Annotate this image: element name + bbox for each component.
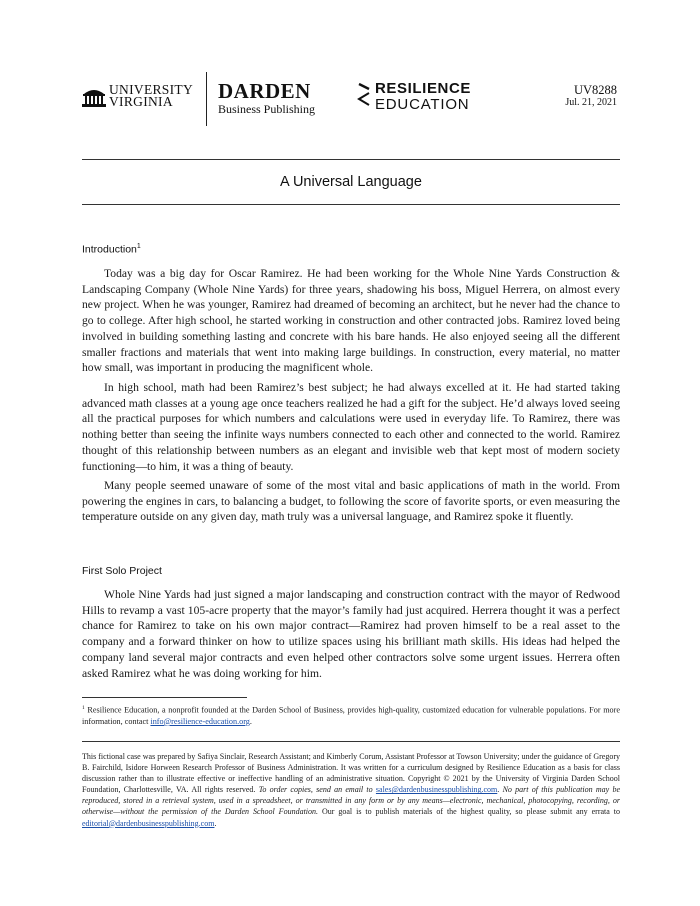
legal-italic-1: To order copies, send an email to [258, 785, 373, 795]
intro-footnote-ref[interactable]: 1 [136, 243, 141, 250]
resilience-logo [357, 81, 471, 114]
darden-sub: Business Publishing [218, 102, 316, 116]
resilience-wordmark [375, 81, 471, 113]
legal-notice [82, 751, 620, 829]
resilience-line1: RESILIENCE [375, 80, 472, 97]
legal-italic-2: No part of this publication may be reproduced, stored in a retrieval system, used in a spreadsheet, or transmitted in any form or by any means—electronic, mechanical, photocopying, recording, or otherwise—without the permission of the Darden School Foundation. [82, 785, 620, 817]
legal-text-1: This fictional case was prepared by Safiya Sinclair, Research Assistant; and Kimberly Corum, Assistant Professor at Towson University; under the guidance of Gregory B. Fairchild, Isidore Horween Research Professor of Business Administration. It was written for a curriculum designed by Resilience Education as a basis for class discussion rather than to illustrate effective or ineffective handling of an administrative situation. Copyright © 2021 by the University of Virginia Darden School Foundation, Charlottesville, VA. All rights reserved. [82, 752, 620, 795]
footnote-email-link[interactable]: info@resilience-education.org [150, 716, 250, 726]
intro-heading-text: Introduction [82, 243, 137, 256]
rotunda-icon [82, 85, 106, 107]
uva-logo [82, 84, 193, 108]
legal-rule [82, 741, 620, 742]
footnote-text: Resilience Education, a nonprofit founded at the Darden School of Business, provides high-quality, customized education for vulnerable populations. For more information, contact [82, 705, 621, 726]
resilience-arrow-icon [357, 82, 371, 114]
footnote-mark: 1 [82, 705, 85, 711]
solo-heading: First Solo Project [82, 565, 162, 577]
case-number: UV8288 [573, 83, 617, 97]
case-date: Jul. 21, 2021 [565, 97, 617, 108]
legal-text-4: . [214, 818, 217, 828]
title-rule-bottom [82, 204, 620, 205]
paragraph-1: Today was a big day for Oscar Ramirez. He had been working for the Whole Nine Yards Construction & Landscaping Company (Whole Nine Yards) for three years, shadowing his boss, Miguel Herrera, on almost every new project. When he was younger, Ramirez had dreamed of becoming an architect, but he never had the chance to go to college. After high school, he started working in construction and other contracted jobs. Ramirez loved being involved in building something lasting and concrete with his bare hands. He also enjoyed seeing all the different smaller fractions and materials that went into making large buildings. In construction, every material, no matter how small, was important in producing the magnificent whole. [82, 267, 620, 375]
footnote-rule [82, 697, 247, 698]
darden-logo [218, 80, 315, 116]
uva-wordmark [109, 84, 193, 108]
logo-divider [206, 72, 207, 126]
title-rule-top [82, 159, 620, 160]
paragraph-2: In high school, math had been Ramirez’s best subject; he had always excelled at it. He had started taking advanced math classes at a young age once teachers realized he had a gift for the subject. He’d always loved seeing all the practical purposes for which numbers and calculations were used in everyday life. To Ramirez, there was nothing better than seeing the infinite ways numbers connected to each other and connected to the world. Ramirez thought of this relationship between numbers as an elegant and invisible web that kept most of modern society functioning—to him, it was a thing of beauty. [82, 381, 620, 473]
legal-text-3: Our goal is to publish materials of the highest quality, so please submit any errata to [321, 807, 621, 817]
uva-line1: UNIVERSITY [109, 82, 193, 97]
footnote-end: . [249, 716, 252, 726]
footnote [82, 703, 620, 727]
errata-email-link[interactable]: editorial@dardenbusinesspublishing.com [82, 818, 215, 828]
case-title: A Universal Language [280, 174, 422, 190]
legal-text-2: . [497, 785, 500, 795]
paragraph-4: Whole Nine Yards had just signed a major landscaping and construction contract with the mayor of Redwood Hills to revamp a vast 105-acre property that the mayor’s family had just acquired. Herrera thought it was a perfect chance for Ramirez to take on his own major contract—Ramirez had proven himself to be a real asset to the company and a forward thinker on how to utilize spaces using his brilliant math skills. His ideas had helped the company land several major contracts and even helped other contractors solve some urgent issues. Herrera often asked Ramirez what he was doing working for him. [82, 588, 620, 680]
case-identifier [565, 83, 617, 109]
intro-heading [82, 243, 141, 256]
sales-email-link[interactable]: sales@dardenbusinesspublishing.com [375, 785, 498, 795]
uva-line2: VIRGINIA [109, 94, 173, 109]
paragraph-3: Many people seemed unaware of some of the most vital and basic applications of math in the world. From powering the engines in cars, to balancing a budget, to following the score of favorite sports, or even measuring the temperature outside on any given day, math truly was a universal language, and Ramirez spoke it fluently. [82, 479, 620, 524]
darden-name: DARDEN [218, 79, 311, 103]
resilience-line2: EDUCATION [375, 96, 470, 113]
